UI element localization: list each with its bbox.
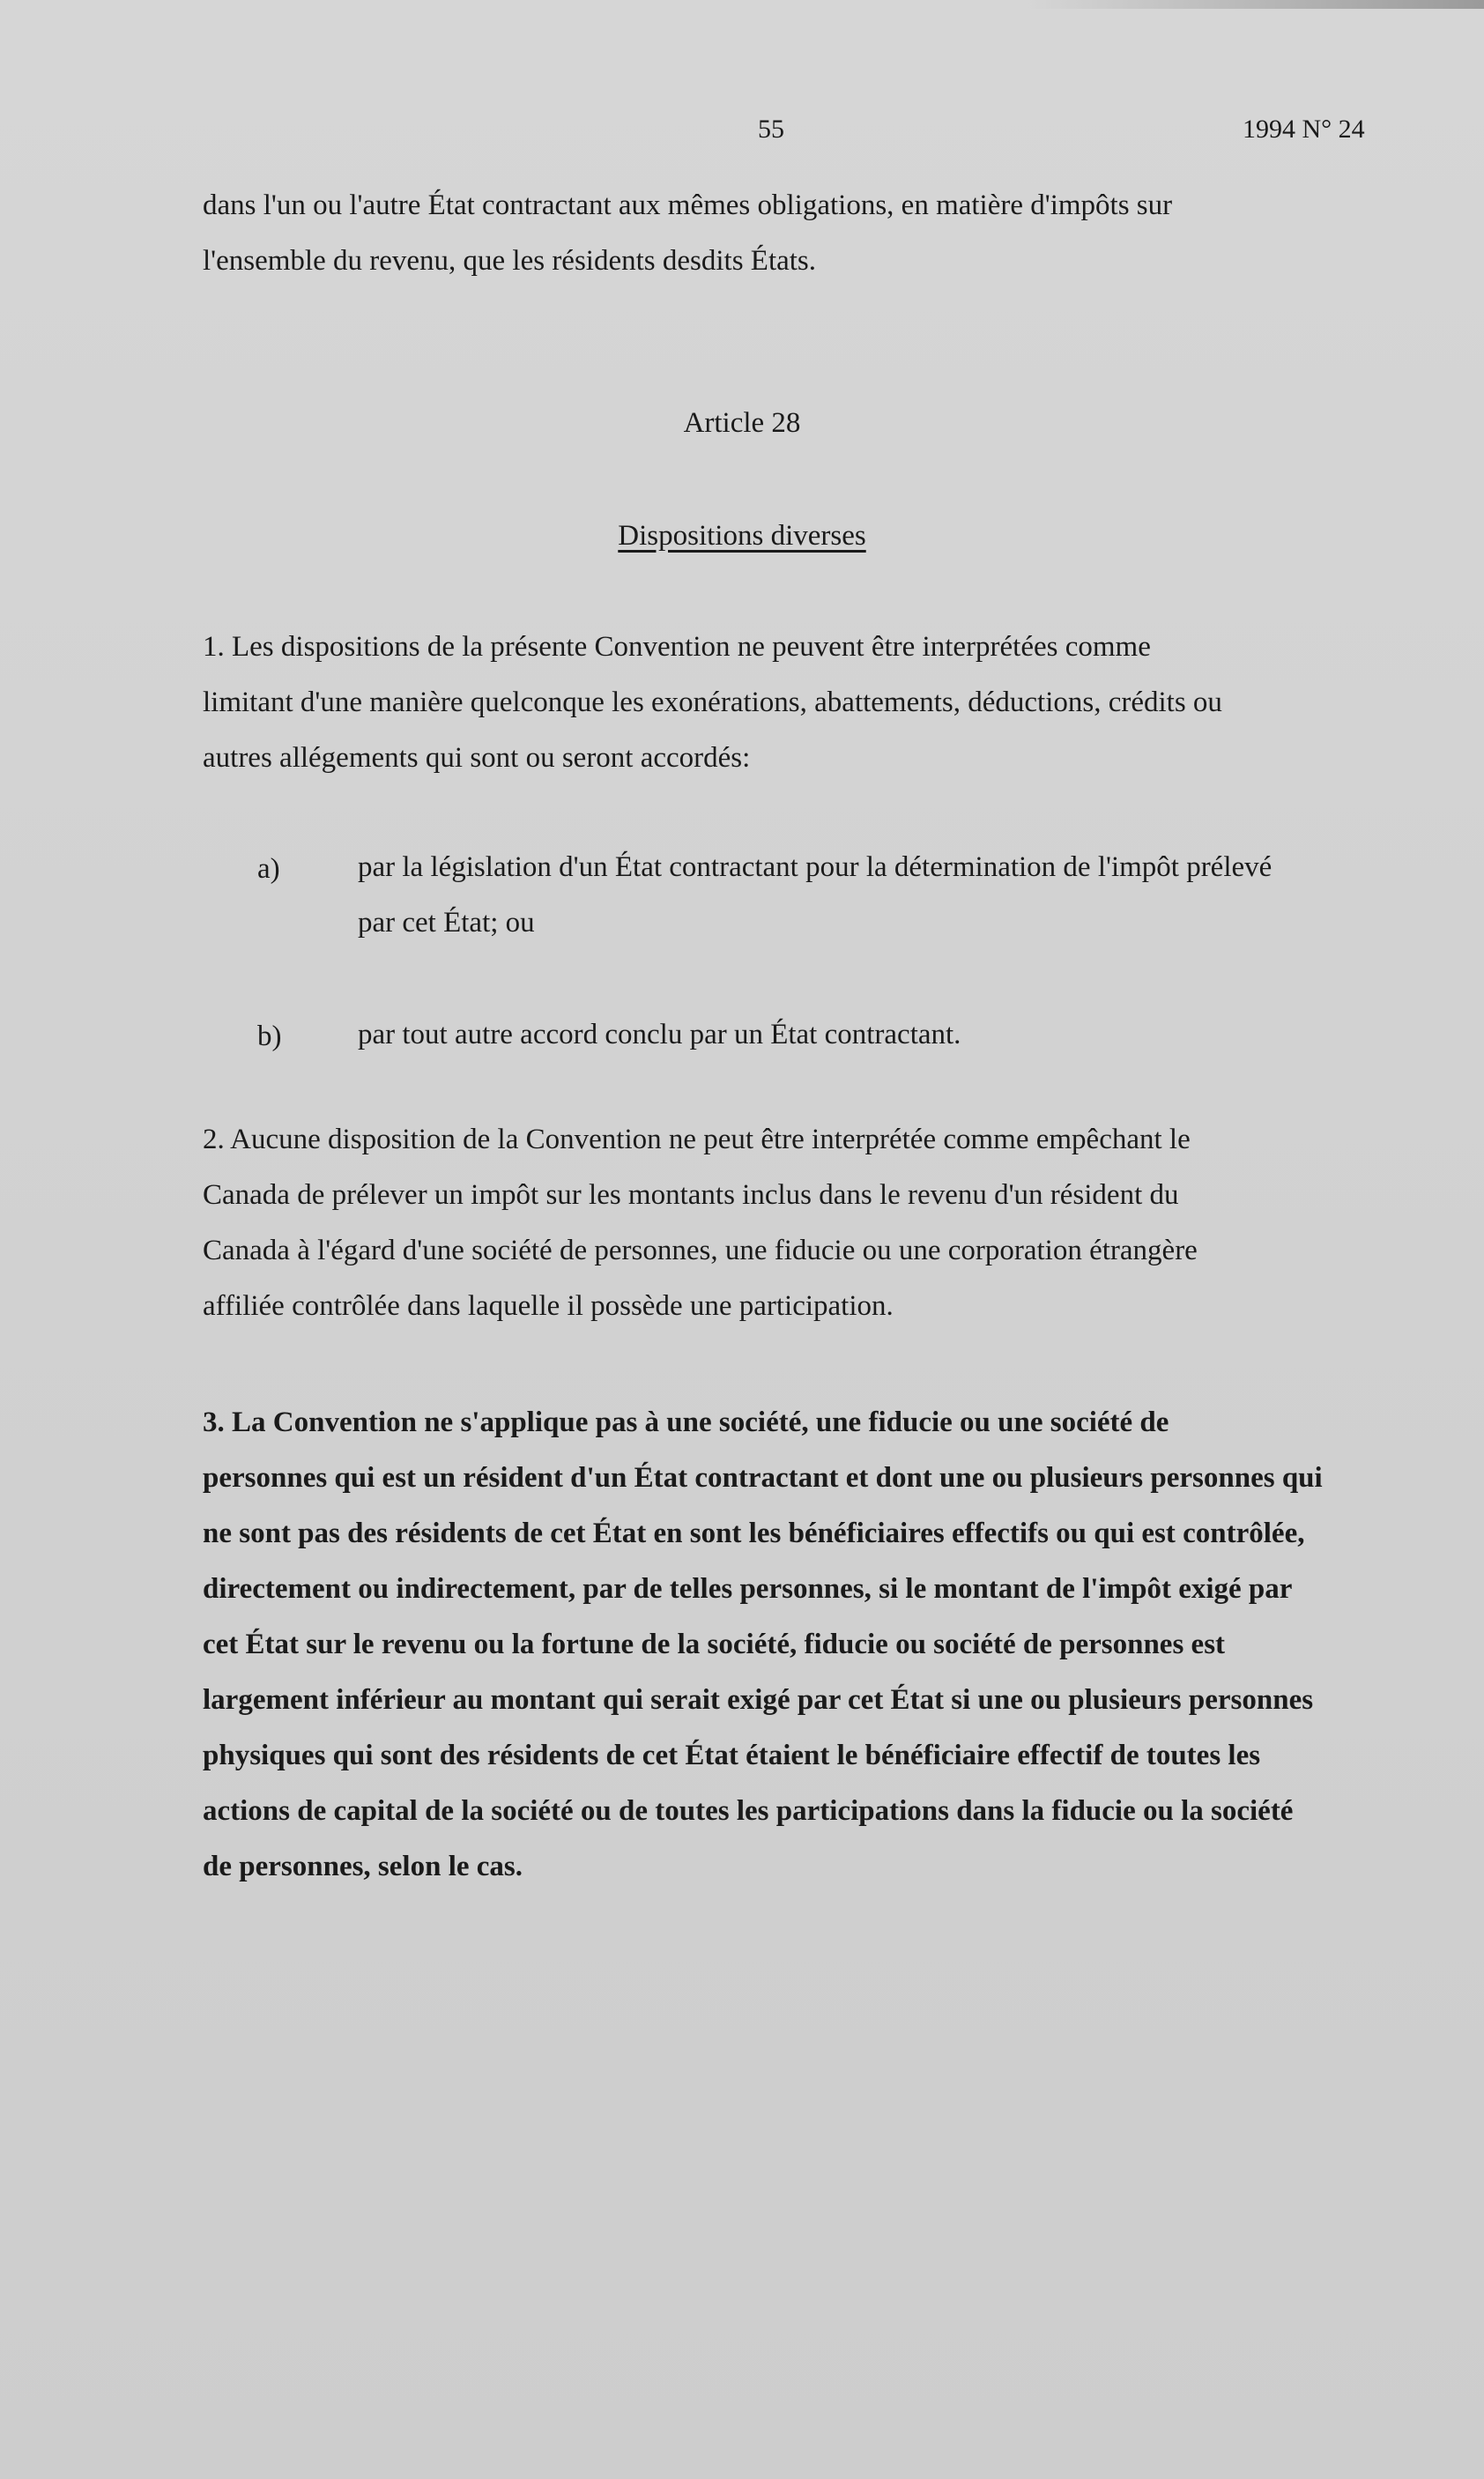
paragraph-1-line-1: 1. Les dispositions de la présente Convention ne peuvent être interprétées comme	[203, 631, 1151, 663]
paragraph-3-line-3: ne sont pas des résidents de cet État en sont les bénéficiaires effectifs ou qui est contrôlée,	[203, 1518, 1305, 1549]
paragraph-3-line-2: personnes qui est un résident d'un État contractant et dont une ou plusieurs personnes qui	[203, 1462, 1323, 1494]
paragraph-2-line-1: 2. Aucune disposition de la Convention ne peut être interprétée comme empêchant le	[203, 1124, 1191, 1155]
item-a-line-2: par cet État; ou	[358, 907, 535, 939]
paragraph-2-line-4: affiliée contrôlée dans laquelle il possède une participation.	[203, 1290, 894, 1322]
paragraph-3-line-9: de personnes, selon le cas.	[203, 1851, 523, 1882]
paragraph-2-line-2: Canada de prélever un impôt sur les montants inclus dans le revenu d'un résident du	[203, 1179, 1179, 1211]
article-subtitle: Dispositions diverses	[618, 520, 866, 552]
paragraph-3-line-5: cet État sur le revenu ou la fortune de la société, fiducie ou société de personnes est	[203, 1629, 1226, 1660]
paragraph-3-line-6: largement inférieur au montant qui serait exigé par cet État si une ou plusieurs personnes	[203, 1684, 1314, 1716]
paragraph-3-line-4: directement ou indirectement, par de telles personnes, si le montant de l'impôt exigé par	[203, 1573, 1293, 1605]
paragraph-3-line-8: actions de capital de la société ou de toutes les participations dans la fiducie ou la société	[203, 1795, 1294, 1827]
document-reference: 1994 N° 24	[1243, 115, 1365, 144]
paragraph-3-line-1: 3. La Convention ne s'applique pas à une société, une fiducie ou une société de	[203, 1406, 1169, 1438]
intro-line-2: l'ensemble du revenu, que les résidents desdits États.	[203, 245, 817, 277]
paragraph-2-line-3: Canada à l'égard d'une société de personnes, une fiducie ou une corporation étrangère	[203, 1235, 1198, 1266]
item-b-label: b)	[257, 1021, 282, 1052]
paragraph-3-line-7: physiques qui sont des résidents de cet État étaient le bénéficiaire effectif de toutes les	[203, 1740, 1261, 1771]
page-edge-shadow	[1026, 0, 1484, 9]
item-b-line-1: par tout autre accord conclu par un État contractant.	[358, 1019, 961, 1050]
item-a-label: a)	[257, 853, 280, 885]
paragraph-1-line-3: autres allégements qui sont ou seront accordés:	[203, 742, 751, 774]
article-title: Article 28	[683, 407, 801, 439]
page-number: 55	[758, 115, 784, 144]
item-a-line-1: par la législation d'un État contractant pour la détermination de l'impôt prélevé	[358, 851, 1273, 883]
paragraph-1-line-2: limitant d'une manière quelconque les exonérations, abattements, déductions, crédits ou	[203, 687, 1222, 718]
intro-line-1: dans l'un ou l'autre État contractant aux mêmes obligations, en matière d'impôts sur	[203, 189, 1173, 221]
